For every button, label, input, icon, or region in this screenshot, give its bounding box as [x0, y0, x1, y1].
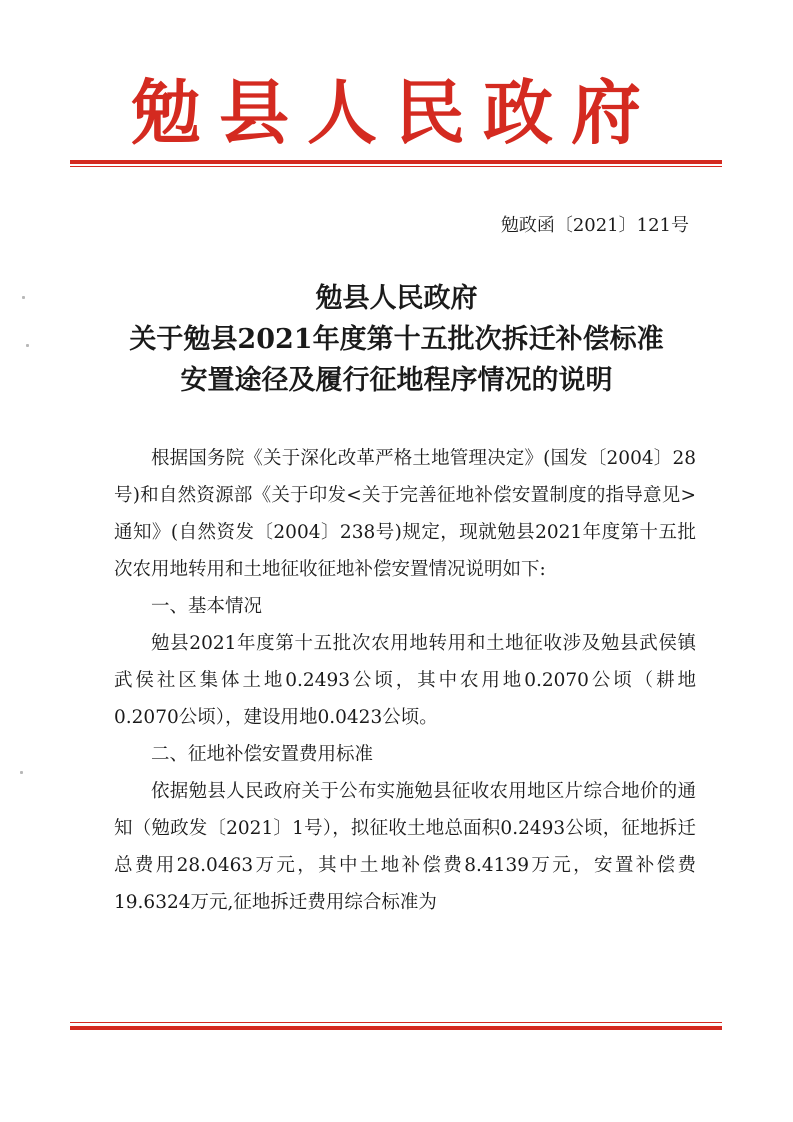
masthead-rule-thin [70, 166, 722, 167]
masthead-rule-thick [70, 160, 722, 164]
intro-paragraph: 根据国务院《关于深化改革严格土地管理决定》(国发〔2004〕28号)和自然资源部《关于印发<关于完善征地补偿安置制度的指导意见>通知》(自然资发〔2004〕238号)规定，现就勉县2021年度第十五批次农用地转用和土地征收征地补偿安置情况说明如下: [114, 448, 696, 580]
section-heading-compensation: 二、征地补偿安置费用标准 [151, 744, 374, 765]
masthead-title: 勉县人民政府 [131, 71, 659, 154]
title-line-3: 安置途径及履行征地程序情况的说明 [180, 365, 613, 396]
document-body [114, 440, 696, 921]
section-heading-basic: 一、基本情况 [151, 596, 263, 617]
title-line-1: 勉县人民政府 [315, 283, 478, 314]
footer-rule-thin [70, 1022, 722, 1023]
scan-speck [26, 344, 29, 347]
section-paragraph-basic: 勉县2021年度第十五批次农用地转用和土地征收涉及勉县武侯镇武侯社区集体土地0.2493公顷，其中农用地0.2070公顷（耕地0.2070公顷），建设用地0.0423公顷。 [114, 633, 696, 728]
document-title [60, 278, 733, 401]
scan-speck [20, 771, 23, 774]
section-paragraph-compensation: 依据勉县人民政府关于公布实施勉县征收农用地区片综合地价的通知（勉政发〔2021〕1号），拟征收土地总面积0.2493公顷，征地拆迁总费用28.0463万元，其中土地补偿费8.4139万元，安置补偿费19.6324万元,征地拆迁费用综合标准为 [114, 781, 696, 913]
title-line-2: 关于勉县2021年度第十五批次拆迁补偿标准 [129, 324, 664, 355]
footer-rule-thick [70, 1026, 722, 1030]
scan-speck [22, 296, 25, 299]
document-number: 勉政函〔2021〕121号 [500, 215, 689, 236]
